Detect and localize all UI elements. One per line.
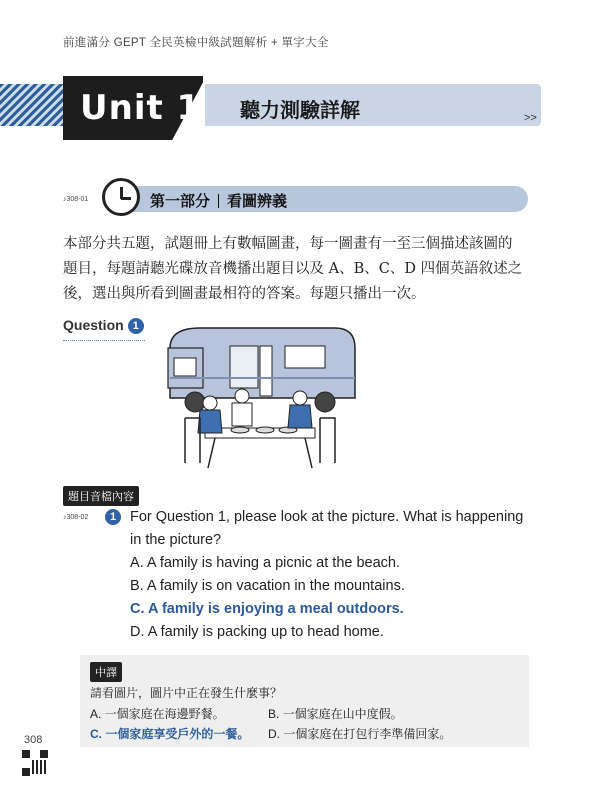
option-d: D. A family is packing up to head home. xyxy=(130,624,384,640)
question-label: Question xyxy=(63,317,124,333)
transcript-number-badge: 1 xyxy=(105,509,121,525)
option-b: B. A family is on vacation in the mountains. xyxy=(130,578,405,594)
part-name: 第一部分 xyxy=(150,193,211,210)
audio-track-label: ♪308-01 xyxy=(63,196,89,203)
question-underline xyxy=(63,340,145,341)
unit-title: 聽力測驗詳解 xyxy=(240,100,360,122)
option-c-correct: C. A family is enjoying a meal outdoors. xyxy=(130,601,404,617)
unit-label: Unit 1 xyxy=(80,88,202,128)
part-heading xyxy=(150,190,287,211)
running-header: 前進滿分 GEPT 全民英檢中級試題解析 + 單字大全 xyxy=(63,37,329,49)
question-number-badge: 1 xyxy=(128,318,144,334)
qr-code xyxy=(22,750,48,776)
clock-icon xyxy=(102,178,140,216)
translation-option-a: A. 一個家庭在海邊野餐。 xyxy=(90,707,225,721)
option-a: A. A family is having a picnic at the beach. xyxy=(130,555,401,571)
audio-track-label: ♪308-02 xyxy=(63,514,89,521)
question-heading xyxy=(63,317,144,334)
translation-question: 請看圖片，圖片中正在發生什麼事？ xyxy=(90,686,283,700)
transcript-tag: 題目音檔內容 xyxy=(63,486,139,506)
translation-option-b: B. 一個家庭在山中度假。 xyxy=(268,707,403,721)
instructions-line: 本部分共五題，試題冊上有數幅圖畫，每一圖畫有一至三個描述該圖的 xyxy=(63,236,513,252)
instructions-line: 題目，每題請聽光碟放音機播出題目以及 A、B、C、D 四個英語敘述之 xyxy=(63,261,523,277)
camper-picnic-illustration xyxy=(160,318,360,478)
instructions-paragraph xyxy=(63,232,533,307)
page-number: 308 xyxy=(24,734,43,746)
translation-tag: 中譯 xyxy=(90,662,122,682)
transcript-prompt-cont: in the picture? xyxy=(130,532,222,548)
instructions-line: 後，選出與所看到圖畫最相符的答案。每題只播出一次。 xyxy=(63,286,426,302)
transcript-prompt: For Question 1, please look at the picture. What is happening xyxy=(130,509,524,525)
part-subtitle: 看圖辨義 xyxy=(227,193,288,210)
double-chevron-icon: >> xyxy=(524,112,537,124)
translation-option-c-correct: C. 一個家庭享受戶外的一餐。 xyxy=(90,727,250,741)
translation-option-d: D. 一個家庭在打包行李準備回家。 xyxy=(268,727,452,741)
audio-track-question xyxy=(63,514,88,521)
audio-track-part xyxy=(63,196,88,203)
